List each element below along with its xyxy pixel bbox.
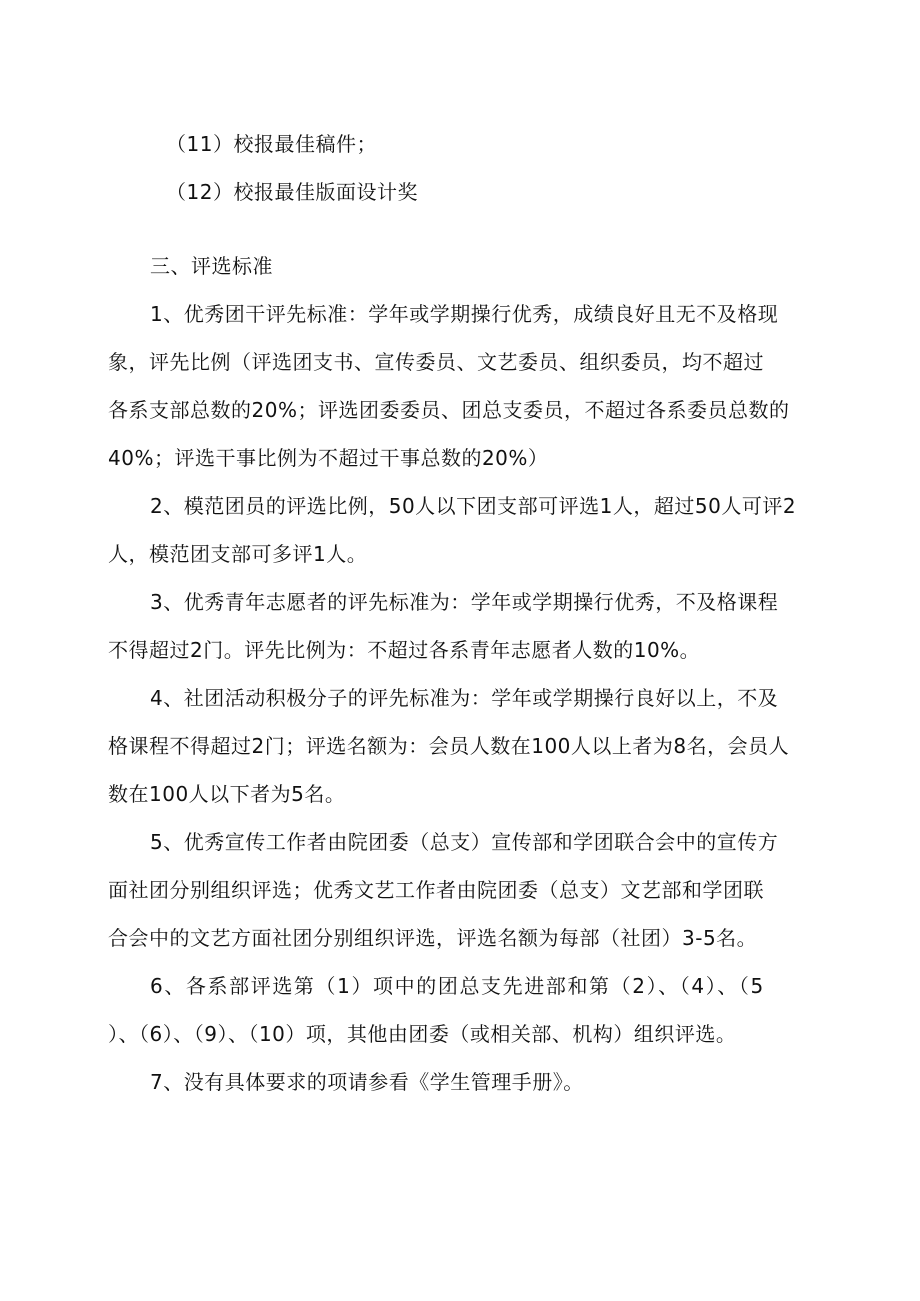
paragraph-6-line-2: ）、（6）、（9）、（10）项，其他由团委（或相关部、机构）组织评选。 [108, 1022, 737, 1046]
paragraph-4-line-1: 4、社团活动积极分子的评先标准为：学年或学期操行良好以上，不及 [150, 686, 779, 710]
list-item-11: （11）校报最佳稿件； [166, 132, 377, 156]
paragraph-1-line-2: 象，评先比例（评选团支书、宣传委员、文艺委员、组织委员，均不超过 [108, 350, 764, 374]
paragraph-3-line-1: 3、优秀青年志愿者的评先标准为：学年或学期操行优秀，不及格课程 [150, 590, 779, 614]
list-item-12: （12）校报最佳版面设计奖 [166, 180, 418, 204]
paragraph-5-line-2: 面社团分别组织评选；优秀文艺工作者由院团委（总支）文艺部和学团联 [108, 878, 764, 902]
paragraph-5-line-1: 5、优秀宣传工作者由院团委（总支）宣传部和学团联合会中的宣传方 [150, 830, 779, 854]
paragraph-1-line-1: 1、优秀团干评先标准：学年或学期操行优秀，成绩良好且无不及格现 [150, 302, 779, 326]
paragraph-5-line-3: 合会中的文艺方面社团分别组织评选，评选名额为每部（社团）3-5名。 [108, 926, 758, 950]
paragraph-4-line-2: 格课程不得超过2门；评选名额为：会员人数在100人以上者为8名，会员人 [108, 734, 790, 758]
paragraph-1-line-4: 40%；评选干事比例为不超过干事总数的20%） [108, 446, 549, 470]
paragraph-7-line-1: 7、没有具体要求的项请参看《学生管理手册》。 [150, 1070, 584, 1094]
paragraph-2-line-2: 人，模范团支部可多评1人。 [108, 542, 368, 566]
section-heading: 三、评选标准 [150, 254, 273, 278]
paragraph-2-line-1: 2、模范团员的评选比例，50人以下团支部可评选1人，超过50人可评2 [150, 494, 797, 518]
paragraph-3-line-2: 不得超过2门。评先比例为：不超过各系青年志愿者人数的10%。 [108, 638, 701, 662]
paragraph-6-line-1: 6、各系部评选第（1）项中的团总支先进部和第（2）、（4）、（5 [150, 974, 765, 998]
paragraph-4-line-3: 数在100人以下者为5名。 [108, 782, 346, 806]
paragraph-1-line-3: 各系支部总数的20%；评选团委委员、团总支委员，不超过各系委员总数的 [108, 398, 790, 422]
